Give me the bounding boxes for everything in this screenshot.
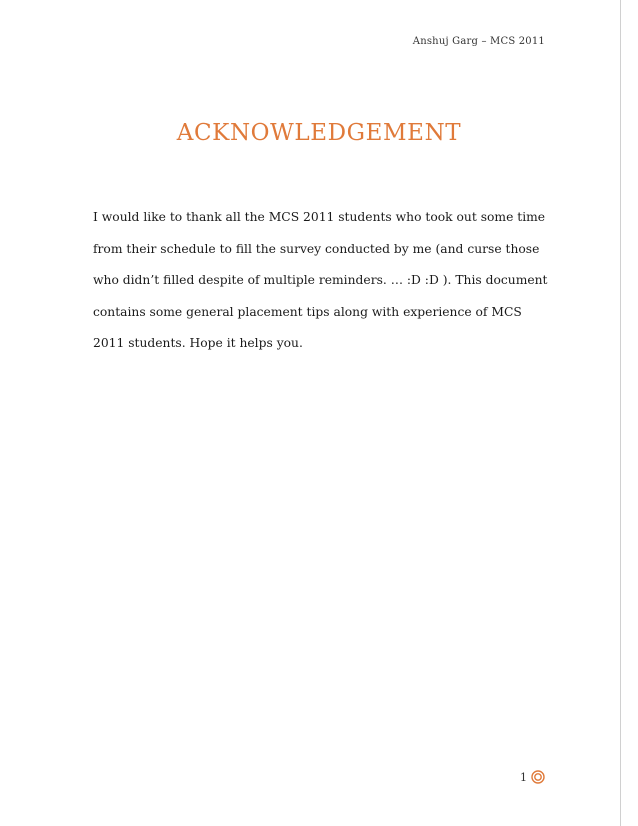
page-title: ACKNOWLEDGEMENT <box>176 120 462 146</box>
page-footer <box>520 770 545 784</box>
target-circle-icon <box>531 770 545 784</box>
running-header: Anshuj Garg – MCS 2011 <box>412 36 545 47</box>
page-number: 1 <box>520 770 527 784</box>
acknowledgement-paragraph: I would like to thank all the MCS 2011 students who took out some time from their schedule to fill the survey conducted by me (and curse those who didn’t filled despite of multiple reminders. … :D :D ). This document contains some general placement tips along with experience of MCS 2011 students. Hope it helps you. <box>93 210 548 350</box>
